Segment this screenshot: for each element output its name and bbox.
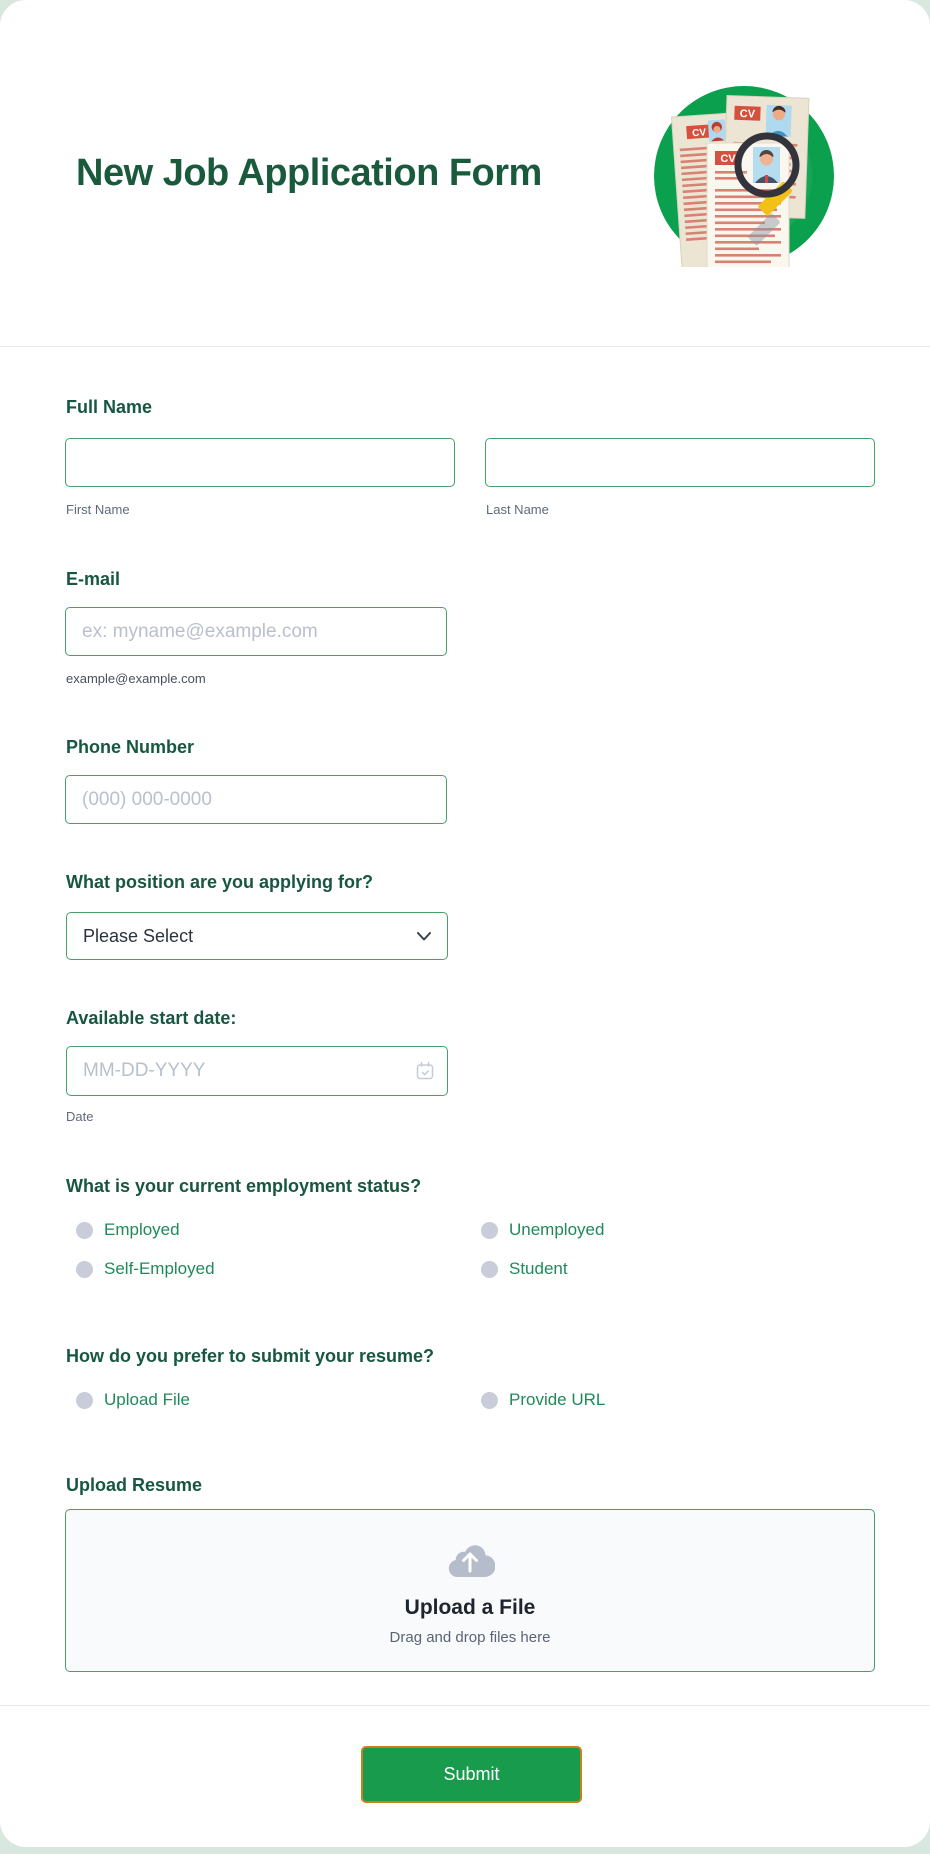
upload-hint-text: Drag and drop files here bbox=[389, 1629, 551, 1646]
radio-option-unemployed[interactable]: Unemployed bbox=[481, 1219, 604, 1241]
footer-divider bbox=[0, 1705, 930, 1706]
radio-button[interactable] bbox=[76, 1392, 93, 1409]
radio-option-student[interactable]: Student bbox=[481, 1258, 604, 1280]
first-name-sublabel: First Name bbox=[66, 502, 130, 517]
form-header bbox=[0, 0, 930, 347]
radio-button[interactable] bbox=[481, 1261, 498, 1278]
calendar-icon[interactable] bbox=[415, 1061, 435, 1081]
position-selected-value: Please Select bbox=[83, 925, 194, 946]
start-date-label: Available start date: bbox=[66, 1008, 237, 1028]
date-sublabel: Date bbox=[66, 1109, 94, 1124]
upload-cloud-icon bbox=[445, 1541, 495, 1577]
upload-button-label: Upload a File bbox=[404, 1596, 536, 1619]
file-upload-dropzone[interactable] bbox=[65, 1509, 875, 1672]
upload-resume-label: Upload Resume bbox=[66, 1475, 203, 1495]
radio-button[interactable] bbox=[481, 1392, 498, 1409]
employment-status-label: What is your current employment status? bbox=[66, 1176, 422, 1196]
svg-text:CV: CV bbox=[739, 107, 756, 121]
resume-method-options bbox=[76, 1389, 605, 1411]
employment-status-options bbox=[76, 1219, 604, 1280]
cv-search-icon bbox=[653, 85, 835, 267]
radio-option-upload-file[interactable]: Upload File bbox=[76, 1389, 481, 1411]
email-label: E-mail bbox=[66, 569, 121, 589]
svg-text:CV: CV bbox=[720, 153, 736, 165]
full-name-label: Full Name bbox=[66, 397, 153, 417]
radio-option-provide-url[interactable]: Provide URL bbox=[481, 1389, 605, 1411]
radio-option-employed[interactable]: Employed bbox=[76, 1219, 481, 1241]
position-label: What position are you applying for? bbox=[66, 872, 374, 892]
radio-button[interactable] bbox=[76, 1222, 93, 1239]
svg-text:CV: CV bbox=[691, 127, 707, 140]
phone-label: Phone Number bbox=[66, 737, 195, 757]
last-name-input[interactable] bbox=[485, 438, 875, 487]
submit-button[interactable]: Submit bbox=[361, 1746, 582, 1803]
email-sublabel: example@example.com bbox=[66, 671, 206, 686]
start-date-input[interactable] bbox=[66, 1046, 448, 1096]
radio-button[interactable] bbox=[76, 1261, 93, 1278]
first-name-input[interactable] bbox=[65, 438, 455, 487]
email-input[interactable] bbox=[65, 607, 447, 656]
radio-button[interactable] bbox=[481, 1222, 498, 1239]
last-name-sublabel: Last Name bbox=[486, 502, 549, 517]
start-date-field bbox=[66, 1046, 448, 1096]
phone-input[interactable] bbox=[65, 775, 447, 824]
dropzone-content bbox=[66, 1510, 874, 1671]
position-select[interactable] bbox=[66, 912, 448, 960]
radio-option-self-employed[interactable]: Self-Employed bbox=[76, 1258, 481, 1280]
chevron-down-icon bbox=[417, 932, 431, 941]
resume-method-label: How do you prefer to submit your resume? bbox=[66, 1346, 435, 1366]
page-title: New Job Application Form bbox=[76, 152, 542, 194]
